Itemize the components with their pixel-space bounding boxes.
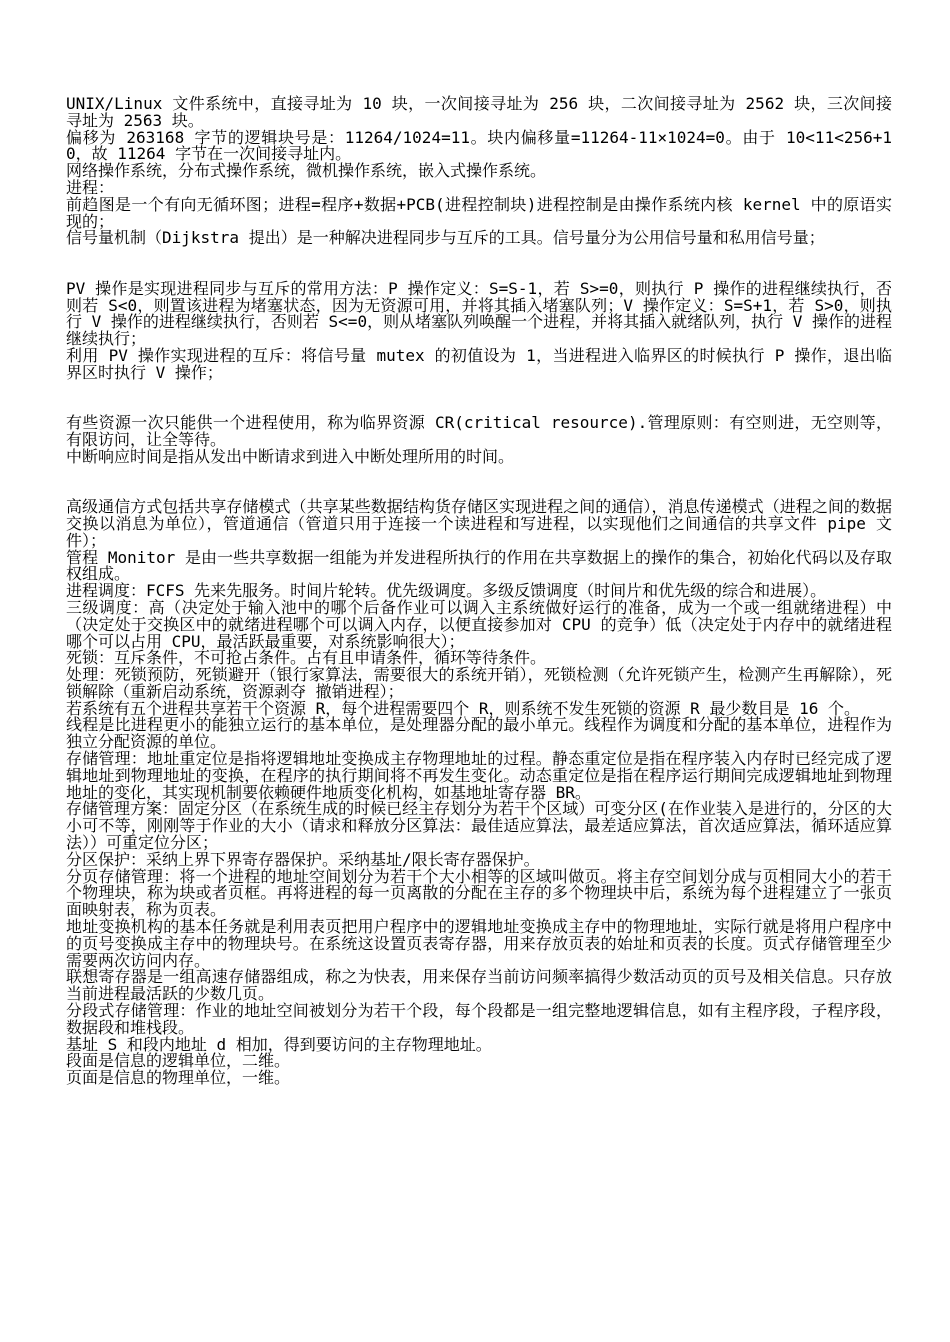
paragraph-semaphore: 信号量机制（Dijkstra 提出）是一种解决进程同步与互斥的工具。信号量分为公用信号量和私用信号量； bbox=[66, 228, 825, 248]
section-spacer bbox=[66, 382, 892, 416]
paragraph-thread: 线程是比进程更小的能独立运行的基本单位，是处理器分配的最小单元。线程作为调度和分配的基本单位，进程作为独立分配资源的单位。 bbox=[66, 715, 892, 752]
paragraph-os-types: 网络操作系统，分布式操作系统，微机操作系统，嵌入式操作系统。 bbox=[66, 161, 547, 181]
paragraph-segmentation: 分段式存储管理：作业的地址空间被划分为若干个段，每个段都是一组完整地逻辑信息，如有主程序段，子程序段，数据段和堆栈段。 bbox=[66, 1001, 892, 1037]
paragraph-storage-schemes: 存储管理方案：固定分区（在系统生成的时候已经主存划分为若干个区域）可变分区(在作业装入是进行的，分区的大小可不等，刚刚等于作业的大小（请求和释放分区算法：最佳适应算法，最差适应算法，首次适应算法，循环适应算法））可重定位分区； bbox=[66, 799, 892, 853]
paragraph-block-offset: 偏移为 263168 字节的逻辑块号是：11264/1024=11。块内偏移量=11264-11×1024=0。由于 10<11<256+10，故 11264 字节在一次间接寻址内。 bbox=[66, 127, 892, 164]
paragraph-segment-logical: 段面是信息的逻辑单位，二维。 bbox=[66, 1051, 291, 1071]
paragraph-process-heading: 进程： bbox=[66, 177, 115, 197]
paragraph-interrupt-response: 中断响应时间是指从发出中断请求到进入中断处理所用的时间。 bbox=[66, 446, 515, 466]
paragraph-advanced-communication: 高级通信方式包括共享存储模式（共享某些数据结构货存储区实现进程之间的通信），消息传递模式（进程之间的数据交换以消息为单位），管道通信（管道只用于连接一个读进程和写进程，以实现他们之间通信的共享文件 pipe 文件）； bbox=[66, 497, 892, 550]
paragraph-critical-resource: 有些资源一次只能供一个进程使用，称为临界资源 CR(critical resource).管理原则：有空则进，无空则等，有限访问，让全等待。 bbox=[66, 413, 892, 449]
paragraph-pv-mutex: 利用 PV 操作实现进程的互斥：将信号量 mutex 的初值设为 1，当进程进入临界区的时候执行 P 操作，退出临界区时执行 V 操作； bbox=[66, 345, 892, 382]
paragraph-tlb: 联想寄存器是一组高速存储器组成，称之为快表，用来保存当前访问频率搞得少数活动页的页号及相关信息。只存放当前进程最活跃的少数几页。 bbox=[66, 967, 892, 1004]
paragraph-partition-protection: 分区保护：采纳上界下界寄存器保护。采纳基址/限长寄存器保护。 bbox=[66, 849, 540, 869]
paragraph-deadlock-resources: 若系统有五个进程共享若干个资源 R，每个进程需要四个 R，则系统不发生死锁的资源 R 最少数目是 16 个。 bbox=[66, 698, 860, 718]
paragraph-precedence-graph: 前趋图是一个有向无循环图；进程=程序+数据+PCB(进程控制块)进程控制是由操作系统内核 kernel 中的原语实现的； bbox=[66, 194, 892, 231]
document-body bbox=[66, 96, 892, 1087]
paragraph-address-translation: 地址变换机构的基本任务就是利用表页把用户程序中的逻辑地址变换成主存中的物理地址，实际行就是将用户程序中的页号变换成主存中的物理块号。在系统这设置页表寄存器，用来存放页表的始址和页表的长度。页式存储管理至少需要两次访问内存。 bbox=[66, 917, 892, 970]
paragraph-monitor: 管程 Monitor 是由一些共享数据一组能为并发进程所执行的作用在共享数据上的操作的集合，初始化代码以及存取权组成。 bbox=[66, 547, 892, 584]
section-spacer bbox=[66, 247, 892, 281]
paragraph-segment-address: 基址 S 和段内地址 d 相加，得到要访问的主存物理地址。 bbox=[66, 1034, 492, 1054]
paragraph-deadlock-handling: 处理：死锁预防，死锁避开（银行家算法，需要很大的系统开销），死锁检测（允许死锁产生，检测产生再解除），死锁解除（重新启动系统，资源剥夺 撤销进程）； bbox=[66, 665, 892, 701]
paragraph-process-scheduling: 进程调度：FCFS 先来先服务。时间片轮转。优先级调度。多级反馈调度（时间片和优先级的综合和进展）。 bbox=[66, 581, 827, 601]
paragraph-storage-relocation: 存储管理：地址重定位是指将逻辑地址变换成主存物理地址的过程。静态重定位是指在程序装入内存时已经完成了逻辑地址到物理地址的变换，在程序的执行期间将不再发生变化。动态重定位是指在程序运行期间完成逻辑地址到物理地址的变化，其实现机制要依赖硬件地质变化机构，如基地址寄存器 BR。 bbox=[66, 749, 892, 802]
paragraph-page-physical: 页面是信息的物理单位，一维。 bbox=[66, 1068, 291, 1088]
paragraph-pv-operation: PV 操作是实现进程同步与互斥的常用方法：P 操作定义：S=S-1，若 S>=0，则执行 P 操作的进程继续执行，否则若 S<0，则置该进程为堵塞状态，因为无资源可用，并将其插入堵塞队列；V 操作定义：S=S+1，若 S>0，则执行 V 操作的进程继续执行，否则若 S<=0，则从堵塞队列唤醒一个进程，并将其插入就绪队列，执行 V 操作的进程继续执行； bbox=[66, 278, 892, 349]
paragraph-deadlock-conditions: 死锁：互斥条件，不可抢占条件。占有且申请条件，循环等待条件。 bbox=[66, 648, 547, 668]
paragraph-paging: 分页存储管理：将一个进程的地址空间划分为若干个大小相等的区域叫做页。将主存空间划分成与页相同大小的若干个物理块，称为块或者页框。再将进程的每一页离散的分配在主存的多个物理块中后，系统为每个进程建立了一张页面映射表，称为页表。 bbox=[66, 866, 892, 920]
paragraph-unix-addressing: UNIX/Linux 文件系统中，直接寻址为 10 块，一次间接寻址为 256 块，二次间接寻址为 2562 块，三次间接寻址为 2563 块。 bbox=[66, 94, 892, 130]
paragraph-three-level-scheduling: 三级调度：高（决定处于输入池中的哪个后备作业可以调入主系统做好运行的准备，成为一个或一组就绪进程）中（决定处于交换区中的就绪进程哪个可以调入内存，以便直接参加对 CPU 的竞争）低（决定处于内存中的就绪进程哪个可以占用 CPU，最活跃最重要，对系统影响很大）； bbox=[66, 597, 892, 651]
section-spacer bbox=[66, 466, 892, 500]
